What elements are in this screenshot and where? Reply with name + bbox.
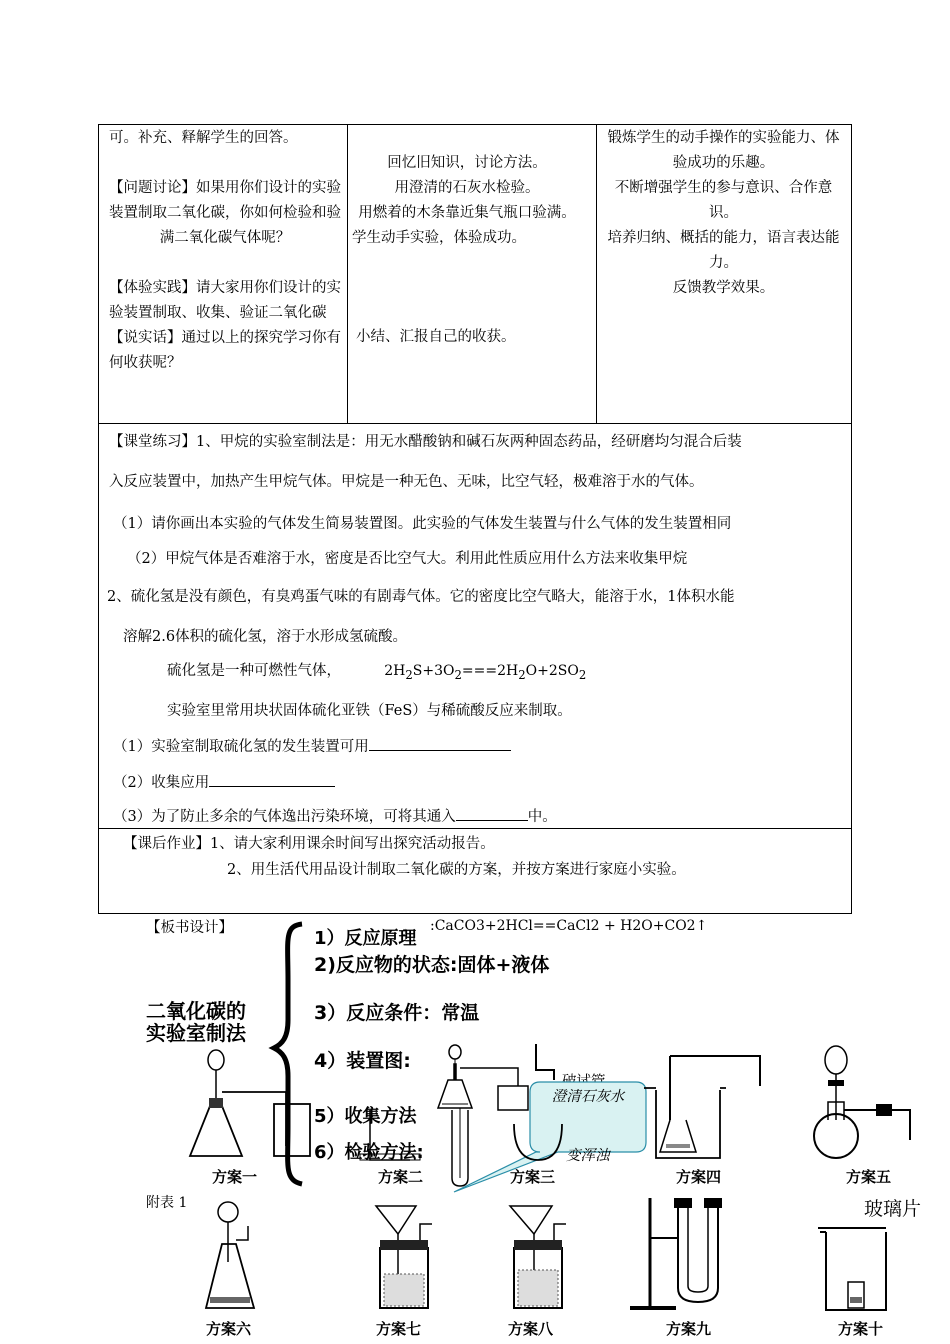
- eq-sub: 2: [454, 667, 462, 682]
- student-line1: 回忆旧知识，讨论方法。: [387, 155, 547, 171]
- h2s-equation: [384, 663, 587, 682]
- lesson-table: [98, 124, 852, 914]
- scheme-10-label: 方案十: [838, 1320, 884, 1338]
- bubble-text: 澄清石灰水: [551, 1089, 625, 1105]
- intent-line2: 不断增强学生的参与意识、合作意识。: [614, 180, 833, 221]
- scheme-5-apparatus-icon: [806, 1040, 916, 1164]
- speak-text: 【说实话】通过以上的探究学习你有何收获呢？: [109, 330, 341, 371]
- eq-sub: 2: [405, 667, 413, 682]
- scheme-4-apparatus-icon: [636, 1050, 766, 1164]
- scheme-7-apparatus-icon: [370, 1204, 440, 1312]
- eq-part: 2H: [384, 663, 406, 679]
- h2s-text: 硫化氢是一种可燃性气体，: [167, 663, 341, 679]
- scheme-5-label: 方案五: [846, 1168, 892, 1186]
- s3-tail: 中。: [527, 809, 557, 825]
- scheme-7-label: 方案七: [376, 1320, 422, 1338]
- turbid-text: 变浑浊: [566, 1148, 610, 1164]
- scheme-4-label: 方案四: [676, 1168, 722, 1186]
- board-label: 【板书设计】: [146, 920, 233, 936]
- glass-plate-label: 玻璃片: [864, 1198, 922, 1220]
- exercise-p2d: 实验室里常用块状固体硫化亚铁（FeS）与稀硫酸反应来制取。: [167, 703, 572, 719]
- eq-sub: 2: [518, 667, 526, 682]
- practice-text: 【体验实践】请大家用你们设计的实验装置制取、收集、验证二氧化碳: [109, 280, 341, 321]
- board-title: [146, 1000, 246, 1044]
- board-equation: :CaCO3+2HCl==CaCl2 + H2O+CO2↑: [430, 918, 708, 934]
- test-tube-icon: [448, 1108, 472, 1190]
- appendix-label: 附表 1: [146, 1195, 188, 1211]
- homework-line2: 2、用生活代用品设计制取二氧化碳的方案，并按方案进行家庭小实验。: [227, 862, 686, 878]
- col-divider-1: [347, 125, 348, 423]
- exercise-s3: [113, 805, 557, 826]
- board-item-1: 1）反应原理: [314, 928, 417, 949]
- scheme-1-label: 方案一: [212, 1168, 258, 1186]
- answer-blank[interactable]: [369, 736, 511, 751]
- scheme-1-apparatus-icon: [186, 1048, 316, 1163]
- eq-part: S+3O: [412, 663, 455, 679]
- intent-line4: 反馈教学效果。: [672, 280, 775, 296]
- eq-sub: 2: [578, 667, 587, 682]
- col-divider-2: [596, 125, 597, 423]
- board-item-4: 4）装置图:: [314, 1050, 411, 1072]
- scheme-2-label: 方案二: [378, 1168, 424, 1186]
- teacher-activity-cell: [109, 126, 341, 376]
- answer-blank[interactable]: [456, 806, 528, 821]
- board-item-6: 6）检验方法:: [314, 1142, 424, 1163]
- row-divider-2: [99, 828, 851, 829]
- student-line5: 小结、汇报自己的收获。: [356, 329, 516, 345]
- exercise-p1b: 入反应装置中，加热产生甲烷气体。甲烷是一种无色、无味，比空气轻，极难溶于水的气体。: [109, 474, 704, 490]
- scheme-2-apparatus-icon: [350, 1100, 430, 1164]
- scheme-10-apparatus-icon: [812, 1222, 902, 1314]
- scheme-8-apparatus-icon: [504, 1204, 574, 1312]
- answer-blank[interactable]: [209, 772, 335, 787]
- scheme-3-apparatus-icon: [508, 1040, 568, 1164]
- student-line3: 用燃着的木条靠近集气瓶口验满。: [358, 205, 576, 221]
- exercise-p2b: 溶解2.6体积的硫化氢，溶于水形成氢硫酸。: [123, 629, 408, 645]
- scheme-6-apparatus-icon: [200, 1200, 270, 1312]
- exercise-p1a: 【课堂练习】1、甲烷的实验室制法是：用无水醋酸钠和碱石灰两种固态药品，经研磨均匀混合后装: [109, 434, 742, 450]
- board-title-2: 实验室制法: [146, 1021, 246, 1045]
- scheme-8-label: 方案八: [508, 1320, 554, 1338]
- teacher-line1: 可。补充、释解学生的回答。: [109, 130, 298, 146]
- board-item-2: 2)反应物的状态:固体+液体: [314, 954, 550, 976]
- board-title-1: 二氧化碳的: [146, 999, 246, 1023]
- exercise-q1: （1）请你画出本实验的气体发生简易装置图。此实验的气体发生装置与什么气体的发生装置相同: [113, 516, 732, 532]
- discussion-text: 【问题讨论】如果用你们设计的实验装置制取二氧化碳，你如何检验和验满二氧化碳气体呢？: [109, 180, 341, 246]
- student-activity-cell: [352, 151, 582, 251]
- eq-part: O+2SO: [525, 663, 579, 679]
- s2-text: （2）收集应用: [113, 775, 210, 791]
- intent-line3: 培养归纳、概括的能力，语言表达能力。: [607, 230, 840, 271]
- homework-line1: 【课后作业】1、请大家利用课余时间写出探究活动报告。: [123, 836, 495, 852]
- exercise-s1: [113, 735, 511, 756]
- design-intent-cell: [602, 126, 845, 301]
- scheme-9-label: 方案九: [666, 1320, 712, 1338]
- intent-line1: 锻炼学生的动手操作的实验能力、体验成功的乐趣。: [607, 130, 840, 171]
- exercise-q2: （2）甲烷气体是否难溶于水，密度是否比空气大。利用此性质应用什么方法来收集甲烷: [127, 551, 688, 567]
- student-line2: 用澄清的石灰水检验。: [394, 180, 540, 196]
- row-divider-1: [99, 423, 851, 424]
- scheme-3-label: 方案三: [510, 1168, 556, 1186]
- s1-text: （1）实验室制取硫化氢的发生装置可用: [113, 739, 369, 755]
- s3-text: （3）为了防止多余的气体逸出污染环境，可将其通入: [113, 809, 456, 825]
- exercise-p2a: 2、硫化氢是没有颜色，有臭鸡蛋气味的有剧毒气体。它的密度比空气略大，能溶于水，1体积水能: [107, 589, 735, 605]
- scheme-9-apparatus-icon: [626, 1194, 736, 1314]
- exercise-p2c: [167, 659, 586, 682]
- student-line4: 学生动手实验，体验成功。: [352, 230, 526, 246]
- eq-part: ===2H: [461, 663, 519, 679]
- exercise-s2: [113, 771, 335, 792]
- board-item-3: 3）反应条件：常温: [314, 1002, 480, 1024]
- board-item-5: 5）收集方法: [314, 1106, 417, 1127]
- scheme-6-label: 方案六: [206, 1320, 252, 1338]
